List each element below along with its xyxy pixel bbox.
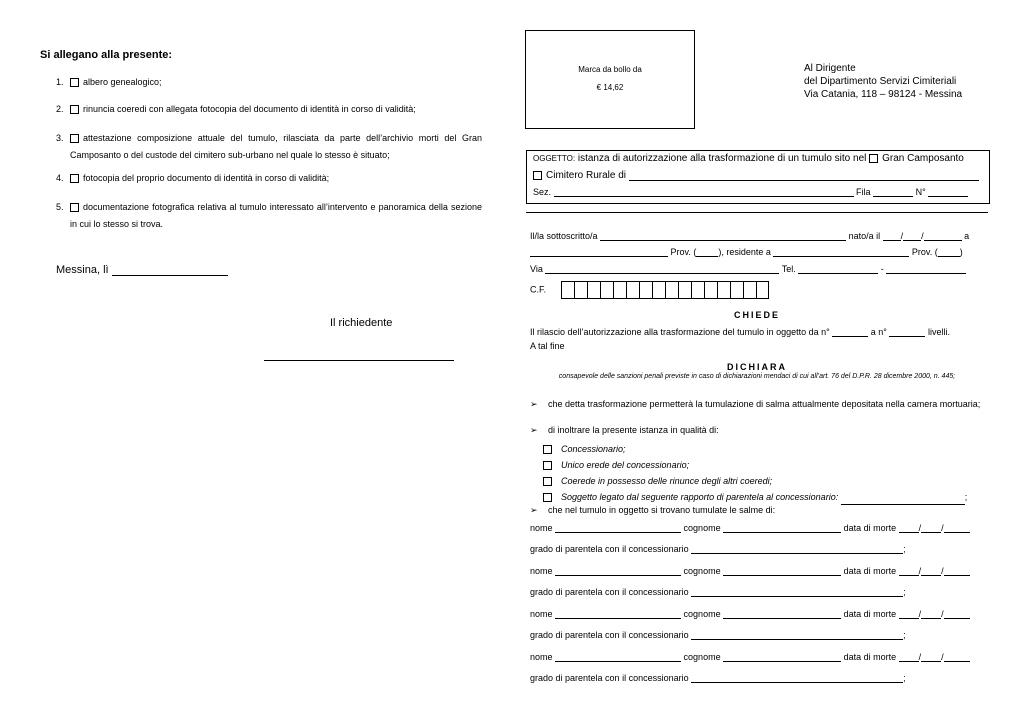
- death-year-field[interactable]: [944, 650, 970, 662]
- phone-number-field[interactable]: [886, 262, 966, 274]
- death-day-field[interactable]: [899, 607, 919, 619]
- checkbox-icon[interactable]: [70, 174, 79, 183]
- deceased-surname-field[interactable]: [723, 521, 841, 533]
- residence-field[interactable]: [773, 245, 909, 257]
- birth-month-field[interactable]: [903, 229, 921, 241]
- attachment-item-2: 2. rinuncia coeredi con allegata fotocopia del documento di identità in corso di validità;: [56, 104, 416, 114]
- declaration-3: ➢ che nel tumulo in oggetto si trovano tumulate le salme di:: [530, 505, 776, 515]
- checkbox-icon[interactable]: [70, 134, 79, 143]
- birth-day-field[interactable]: [883, 229, 901, 241]
- date-field[interactable]: [112, 264, 228, 276]
- role-options: [543, 441, 967, 505]
- subject-line-3: Sez. Fila N°: [533, 185, 968, 197]
- kinship-degree-field[interactable]: [691, 628, 903, 640]
- checkbox-icon[interactable]: [533, 171, 542, 180]
- attachment-item-4: 4. fotocopia del proprio documento di identità in corso di validità;: [56, 173, 330, 183]
- kinship-degree-field[interactable]: [691, 542, 903, 554]
- deceased-name-field[interactable]: [555, 607, 681, 619]
- attachments-list: [56, 77, 482, 233]
- death-day-field[interactable]: [899, 650, 919, 662]
- arrow-bullet-icon: ➢: [530, 425, 538, 435]
- death-day-field[interactable]: [899, 521, 919, 533]
- kinship-row: grado di parentela con il concessionario ;: [530, 673, 906, 683]
- fila-field[interactable]: [873, 185, 913, 197]
- death-year-field[interactable]: [944, 564, 970, 576]
- deceased-entries: [530, 521, 970, 693]
- death-month-field[interactable]: [921, 607, 941, 619]
- residence-prov-field[interactable]: [938, 245, 960, 257]
- sez-field[interactable]: [554, 185, 854, 197]
- declaration-1: ➢ che detta trasformazione permetterà la tumulazione di salma attualmente depositata nella camera mortuaria;: [530, 399, 981, 409]
- death-day-field[interactable]: [899, 564, 919, 576]
- signature-line[interactable]: [264, 360, 454, 361]
- death-year-field[interactable]: [944, 607, 970, 619]
- attachment-item-5: 5. documentazione fotografica relativa al tumulo interessato all’intervento e panoramica della sezione in cui lo stesso si trova.: [56, 202, 482, 229]
- kinship-row: grado di parentela con il concessionario ;: [530, 587, 906, 597]
- chiede-title: CHIEDE: [733, 310, 780, 320]
- birth-place-field[interactable]: [530, 245, 668, 257]
- deceased-surname-field[interactable]: [723, 607, 841, 619]
- separator-line: [526, 212, 988, 213]
- arrow-bullet-icon: ➢: [530, 505, 538, 515]
- levels-from-field[interactable]: [832, 325, 868, 337]
- rural-cemetery-field[interactable]: [629, 169, 979, 181]
- death-month-field[interactable]: [921, 650, 941, 662]
- applicant-row-cf: C.F.: [530, 281, 769, 299]
- death-year-field[interactable]: [944, 521, 970, 533]
- kinship-field[interactable]: [841, 493, 965, 505]
- checkbox-icon[interactable]: [543, 477, 552, 486]
- attachments-heading: Si allegano alla presente:: [40, 49, 173, 61]
- kinship-degree-field[interactable]: [691, 671, 903, 683]
- deceased-surname-field[interactable]: [723, 650, 841, 662]
- deceased-row: nome cognome data di morte / /: [530, 607, 970, 628]
- role-option-coerede[interactable]: Coerede in possesso delle rinunce degli altri coeredi;: [543, 473, 967, 489]
- name-field[interactable]: [600, 229, 846, 241]
- checkbox-icon[interactable]: [70, 78, 79, 87]
- birth-prov-field[interactable]: [696, 245, 718, 257]
- kinship-row: grado di parentela con il concessionario ;: [530, 544, 906, 554]
- checkbox-icon[interactable]: [543, 493, 552, 502]
- applicant-row-3: Via Tel. -: [530, 262, 966, 274]
- subject-box: [526, 150, 990, 204]
- place-date-row: Messina, lì: [56, 264, 228, 276]
- dichiara-subtitle: consapevole delle sanzioni penali previste in caso di dichiarazioni mendaci di cui all’art. 76 del D.P.R. 28 dicembre 2000, n. 445;: [558, 373, 956, 380]
- attachment-item-1: 1. albero genealogico;: [56, 77, 162, 87]
- checkbox-icon[interactable]: [70, 203, 79, 212]
- number-field[interactable]: [928, 185, 968, 197]
- role-option-unico-erede[interactable]: Unico erede del concessionario;: [543, 457, 967, 473]
- deceased-name-field[interactable]: [555, 650, 681, 662]
- role-option-parente[interactable]: Soggetto legato dal seguente rapporto di parentela al concessionario: ;: [543, 489, 967, 505]
- applicant-row-2: Prov. ( ), residente a Prov. ( ): [530, 245, 963, 257]
- checkbox-icon[interactable]: [543, 445, 552, 454]
- attachment-item-3: 3. attestazione composizione attuale del tumulo, rilasciata da parte dell’archivio morti del Gran Camposanto o del custode del cimitero sub-urbano nel quale lo stesso è situato;: [56, 133, 482, 160]
- checkbox-icon[interactable]: [543, 461, 552, 470]
- subject-line-1: OGGETTO: istanza di autorizzazione alla trasformazione di un tumulo sito nel Gran Camposanto: [533, 153, 964, 164]
- deceased-name-field[interactable]: [555, 564, 681, 576]
- revenue-stamp-box: Marca da bollo da € 14,62: [525, 30, 695, 129]
- kinship-row: grado di parentela con il concessionario ;: [530, 630, 906, 640]
- deceased-row: nome cognome data di morte / /: [530, 521, 970, 542]
- death-month-field[interactable]: [921, 521, 941, 533]
- recipient-address: Al Dirigente del Dipartimento Servizi Cimiteriali Via Catania, 118 – 98124 - Messina: [804, 63, 963, 100]
- arrow-bullet-icon: ➢: [530, 399, 538, 409]
- checkbox-icon[interactable]: [869, 154, 878, 163]
- dichiara-title: DICHIARA: [727, 362, 787, 372]
- death-month-field[interactable]: [921, 564, 941, 576]
- checkbox-icon[interactable]: [70, 105, 79, 114]
- street-field[interactable]: [545, 262, 779, 274]
- fiscal-code-field[interactable]: [561, 281, 769, 299]
- fine-text: A tal fine: [530, 341, 565, 351]
- subject-line-2: Cimitero Rurale di: [533, 169, 979, 181]
- phone-prefix-field[interactable]: [798, 262, 878, 274]
- birth-year-field[interactable]: [924, 229, 962, 241]
- role-option-concessionario[interactable]: Concessionario;: [543, 441, 967, 457]
- deceased-row: nome cognome data di morte / /: [530, 650, 970, 671]
- deceased-surname-field[interactable]: [723, 564, 841, 576]
- kinship-degree-field[interactable]: [691, 585, 903, 597]
- declaration-2: ➢ di inoltrare la presente istanza in qualità di:: [530, 425, 719, 435]
- levels-to-field[interactable]: [889, 325, 925, 337]
- deceased-row: nome cognome data di morte / /: [530, 564, 970, 585]
- signature-label: Il richiedente: [330, 317, 393, 329]
- deceased-name-field[interactable]: [555, 521, 681, 533]
- chiede-text: Il rilascio dell’autorizzazione alla trasformazione del tumulo in oggetto da n° a n° livelli.: [530, 327, 950, 337]
- applicant-row-1: Il/la sottoscritto/a nato/a il / / a: [530, 231, 970, 241]
